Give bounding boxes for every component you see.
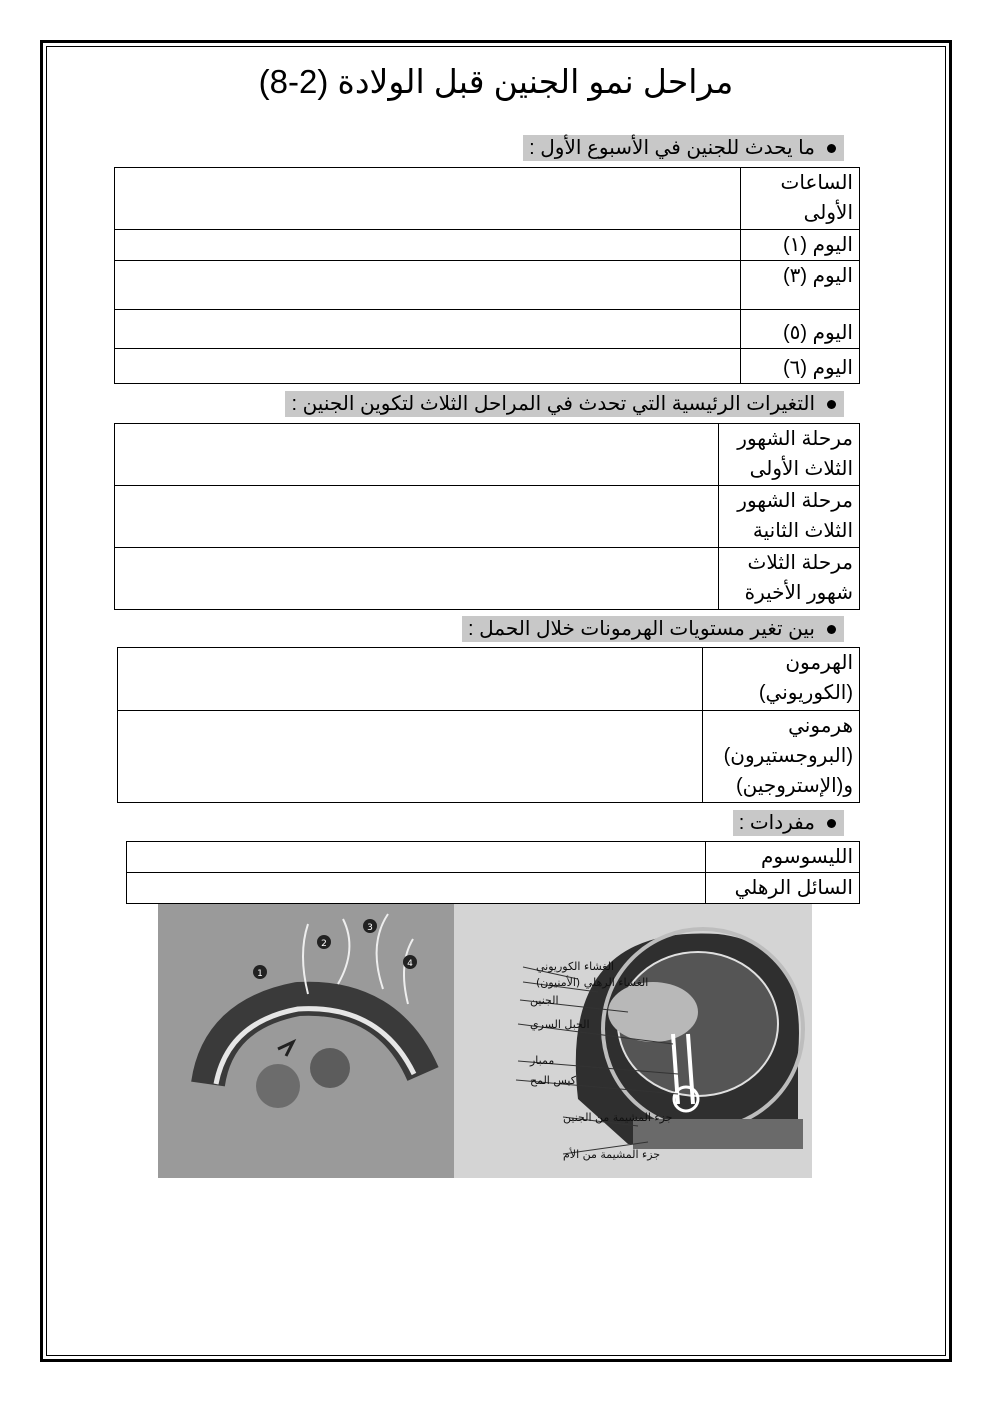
answer-cell[interactable] <box>115 261 741 310</box>
section-heading-hormones: بين تغير مستويات الهرمونات خلال الحمل : <box>462 616 844 642</box>
label-maternal-placenta: جزء المشيمة من الأم <box>563 1148 661 1161</box>
row-label: اليوم (١) <box>741 230 860 261</box>
label-amnion: الغشاء الرهلي (الأمنيون) <box>536 976 649 989</box>
row-label: مرحلة الثلاث شهور الأخيرة <box>719 548 860 610</box>
answer-cell[interactable] <box>127 842 706 873</box>
step-number-label: 4 <box>407 959 413 969</box>
pronucleus-left <box>256 1064 300 1108</box>
section-heading-vocabulary: مفردات : <box>733 810 844 836</box>
row-label: هرموني (البروجستيرون) و(الإستروجين) <box>703 711 860 803</box>
label-yolk-sac: كيس المح <box>530 1074 576 1087</box>
three-stages-table <box>114 423 860 610</box>
row-label: الساعات الأولى <box>741 168 860 230</box>
section-heading-three-stages: التغيرات الرئيسية التي تحدث في المراحل الثلاث لتكوين الجنين : <box>285 391 844 417</box>
row-label: مرحلة الشهور الثلاث الثانية <box>719 486 860 548</box>
bullet-icon <box>827 625 836 634</box>
row-label: اليوم (٥) <box>741 310 860 349</box>
pronucleus-right <box>310 1048 350 1088</box>
answer-cell[interactable] <box>127 873 706 904</box>
bullet-icon <box>827 400 836 409</box>
hormones-table <box>117 647 860 803</box>
answer-cell[interactable] <box>115 486 719 548</box>
embryo <box>608 982 698 1042</box>
row-label: اليوم (٣) <box>741 261 860 310</box>
answer-cell[interactable] <box>115 349 741 384</box>
row-label: السائل الرهلي <box>706 873 860 904</box>
label-chorion: الغشاء الكوريوني <box>536 960 614 973</box>
first-week-table <box>114 167 860 384</box>
row-label: اليوم (٦) <box>741 349 860 384</box>
answer-cell[interactable] <box>115 168 741 230</box>
answer-cell[interactable] <box>118 711 703 803</box>
page-title: مراحل نمو الجنين قبل الولادة (2-8) <box>258 63 734 100</box>
answer-cell[interactable] <box>118 648 703 711</box>
section-heading-first-week: ما يحدث للجنين في الأسبوع الأول : <box>523 135 844 161</box>
label-embryo: الجنين <box>530 994 559 1007</box>
answer-cell[interactable] <box>115 230 741 261</box>
label-umbilical-cord: الحبل السري <box>530 1018 590 1031</box>
answer-cell[interactable] <box>115 424 719 486</box>
answer-cell[interactable] <box>115 310 741 349</box>
row-label: مرحلة الشهور الثلاث الأولى <box>719 424 860 486</box>
label-fetal-placenta: جزء المشيمة من الجنين <box>563 1111 673 1124</box>
bullet-icon <box>827 144 836 153</box>
step-number-label: 2 <box>321 939 327 949</box>
bullet-icon <box>827 819 836 828</box>
label-allantois: ممبار <box>530 1054 555 1067</box>
row-label: الليسوسوم <box>706 842 860 873</box>
row-label: الهرمون (الكوريوني) <box>703 648 860 711</box>
step-number-label: 3 <box>367 923 373 933</box>
answer-cell[interactable] <box>115 548 719 610</box>
embryo-figure <box>158 904 812 1178</box>
vocabulary-table <box>126 841 860 904</box>
step-number-label: 1 <box>257 969 263 979</box>
